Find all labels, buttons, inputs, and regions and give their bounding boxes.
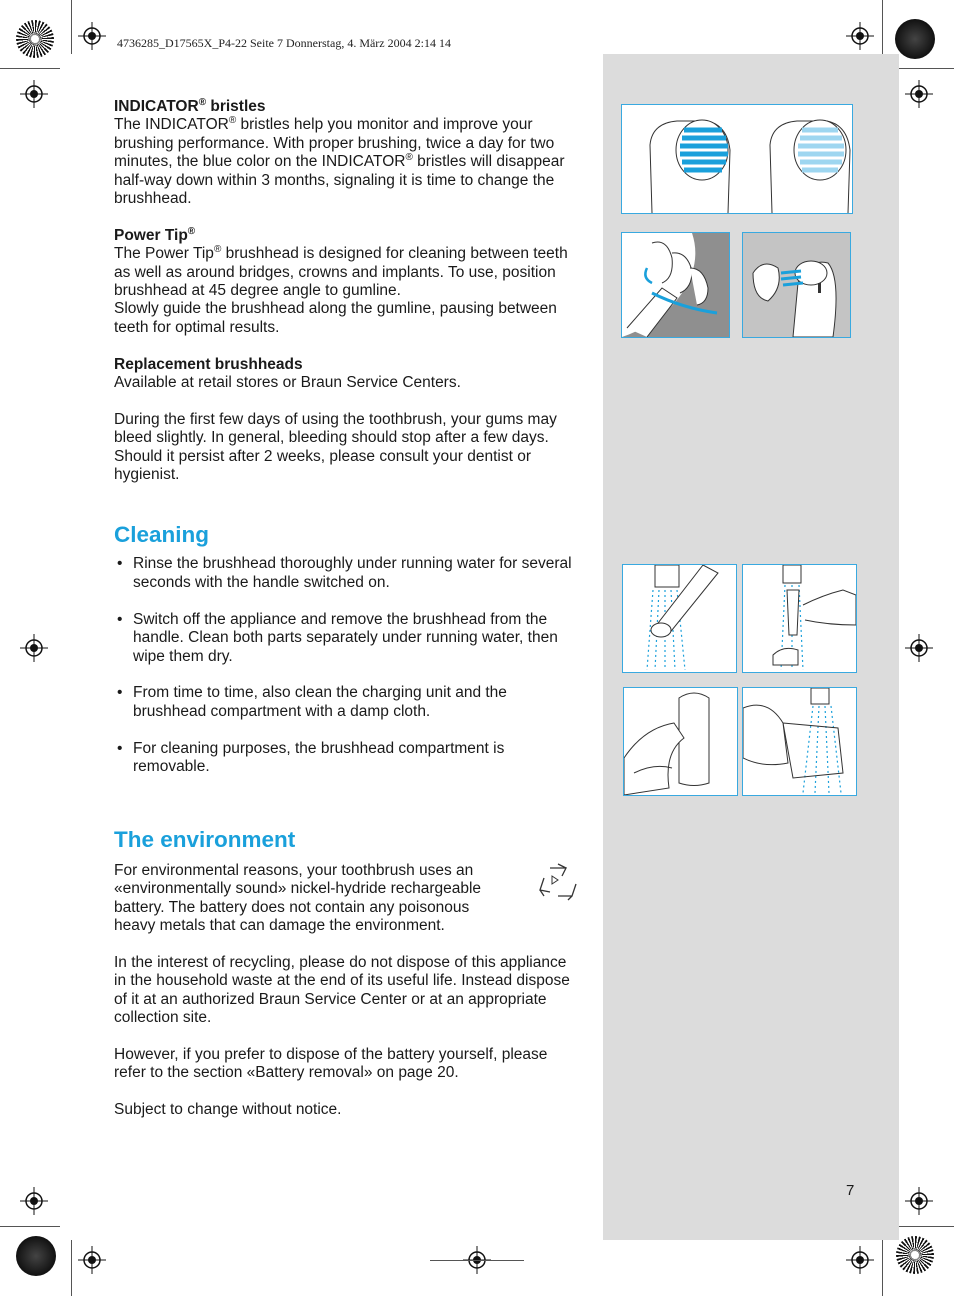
registration-rosette-bottom-right — [896, 1236, 934, 1274]
clean-compartment-illustration — [742, 687, 857, 796]
power-tip-body-2: Slowly guide the brushhead along the gumline, pausing between teeth for optimal results. — [114, 300, 557, 336]
page-number: 7 — [846, 1182, 855, 1199]
environment-section — [114, 862, 576, 936]
environment-heading: The environment — [114, 826, 296, 852]
crop-mark — [71, 0, 72, 54]
crop-mark — [882, 1240, 883, 1296]
power-tip-heading: Power Tip® — [114, 225, 196, 244]
list-item: • For cleaning purposes, the brushhead compartment is removable. — [117, 739, 505, 775]
registration-rosette-bottom-left — [16, 1236, 56, 1276]
crop-mark — [894, 68, 954, 69]
crop-mark — [71, 1240, 72, 1296]
power-tip-body: The Power Tip® brushhead is designed for cleaning between teeth as well as around bridges, crowns and implants. To use, position brushhead at 45 degree angle to gumline. — [114, 244, 568, 300]
crop-mark — [0, 68, 60, 69]
indicator-brushheads-illustration — [621, 104, 853, 214]
indicator-body: The INDICATOR® bristles help you monitor and improve your brushing performance. With proper brushing, twice a day for two minutes, the blue color on the INDICATOR® bristles will disappear half-way down within 3 months, signaling it is time to change the brushhead. — [114, 115, 565, 208]
cleaning-list — [114, 555, 576, 776]
crosshair-icon — [20, 1187, 48, 1215]
clean-parts-illustration — [742, 564, 857, 673]
crop-mark — [430, 1260, 524, 1261]
main-text-column — [114, 98, 576, 1119]
rinse-brushhead-illustration — [622, 564, 737, 673]
crosshair-icon — [20, 634, 48, 662]
indicator-heading: INDICATOR® bristles — [114, 96, 266, 115]
environment-para-1: For environmental reasons, your toothbrush uses an «environmentally sound» nickel-hydride rechargeable battery. The battery does not contain any poisonous heavy metals that can damage the environment. — [114, 861, 482, 934]
power-tip-teeth-illustration — [621, 232, 730, 338]
crosshair-icon — [905, 80, 933, 108]
crosshair-icon — [20, 80, 48, 108]
crosshair-icon — [78, 22, 106, 50]
crop-mark — [894, 1226, 954, 1227]
list-item: • From time to time, also clean the charging unit and the brushhead compartment with a damp cloth. — [117, 684, 507, 720]
gums-note: During the first few days of using the toothbrush, your gums may bleed slightly. In general, bleeding should stop after a few days. Should it persist after 2 weeks, please consult your dentist or hygienist. — [114, 410, 557, 484]
crosshair-icon — [905, 1187, 933, 1215]
crosshair-icon — [905, 634, 933, 662]
crop-mark — [882, 0, 883, 54]
environment-para-2: In the interest of recycling, please do not dispose of this appliance in the household waste at the end of its useful life. Instead dispose of it at an authorized Braun Service Center or at an appropriate collection site. — [114, 953, 570, 1026]
crosshair-icon — [846, 22, 874, 50]
replacement-heading: Replacement brushheads — [114, 355, 303, 373]
power-tip-brushhead-illustration — [742, 232, 851, 338]
crosshair-icon — [846, 1246, 874, 1274]
list-item: • Switch off the appliance and remove the brushhead from the handle. Clean both parts separately under running water, then wipe them dry. — [117, 610, 558, 665]
replacement-body: Available at retail stores or Braun Service Centers. — [114, 374, 461, 392]
registration-rosette-top-left — [16, 20, 54, 58]
environment-para-3: However, if you prefer to dispose of the battery yourself, please refer to the section «Battery removal» on page 20. — [114, 1045, 548, 1082]
registration-rosette-top-right — [895, 19, 935, 59]
disclaimer: Subject to change without notice. — [114, 1100, 342, 1118]
crop-mark — [0, 1226, 60, 1227]
cleaning-heading: Cleaning — [114, 522, 210, 548]
recycle-icon — [538, 862, 578, 902]
crosshair-icon — [78, 1246, 106, 1274]
print-info: 4736285_D17565X_P4-22 Seite 7 Donnerstag, 4. März 2004 2:14 14 — [117, 36, 451, 50]
list-item: • Rinse the brushhead thoroughly under running water for several seconds with the handle switched on. — [117, 555, 572, 591]
clean-charger-illustration — [623, 687, 738, 796]
